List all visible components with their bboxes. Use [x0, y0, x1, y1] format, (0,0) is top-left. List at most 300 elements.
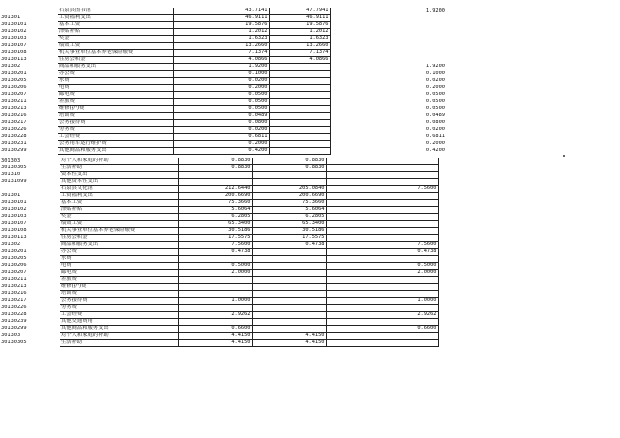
- cell-total: 0.4738: [178, 249, 252, 256]
- cell-total: 5.6064: [178, 207, 252, 214]
- table-row: [0, 71, 446, 78]
- cell-code: 301301: [1, 192, 21, 199]
- cell-basic: 1.6323: [269, 36, 330, 43]
- cell-basic: [269, 134, 330, 141]
- cell-name: 培训费: [60, 291, 178, 298]
- cell-code: 30131099: [1, 178, 27, 185]
- cell-code: 30130305: [1, 164, 27, 171]
- table-row: [0, 263, 498, 270]
- cell-total: 0.8830: [178, 158, 252, 165]
- cell-basic: 19.5876: [269, 22, 330, 29]
- cell-project: [326, 165, 438, 172]
- cell-basic: [252, 172, 326, 179]
- cell-code: 30130101: [1, 199, 27, 206]
- cell-name: 住房公积金: [58, 57, 173, 64]
- cell-name: 工会经费: [58, 134, 173, 141]
- table-row: [0, 235, 498, 242]
- cell-name: 对个人和家庭的补助: [60, 158, 178, 165]
- cell-basic: 5.6064: [252, 207, 326, 214]
- cell-extra: [438, 249, 498, 256]
- cell-basic: [252, 305, 326, 312]
- cell-extra: [438, 193, 498, 200]
- cell-code: 30130102: [1, 206, 27, 213]
- cell-code: 30130207: [1, 91, 27, 98]
- cell-total: 4.4150: [178, 340, 252, 347]
- cell-project: [330, 36, 446, 43]
- cell-basic: [269, 106, 330, 113]
- cell-name: 机关事业单位基本养老保险缴费: [60, 228, 178, 235]
- table-row: [0, 165, 498, 172]
- cell-code: 30130113: [1, 234, 27, 241]
- table-row: [0, 193, 498, 200]
- table-row: [0, 284, 498, 291]
- cell-project: [330, 57, 446, 64]
- cell-basic: 13.2660: [269, 43, 330, 50]
- cell-total: 1.6323: [173, 36, 269, 43]
- cell-project: 1.9200: [425, 63, 445, 70]
- cell-code: 30130102: [1, 28, 27, 35]
- cell-project: [330, 50, 446, 57]
- cell-code: 30130107: [1, 220, 27, 227]
- cell-total: 1.0000: [178, 298, 252, 305]
- table-row: [0, 99, 446, 106]
- cell-total: 0.2000: [173, 141, 269, 148]
- cell-code: 30130213: [1, 105, 27, 112]
- cell-extra: [438, 172, 498, 179]
- cell-project: 0.0200: [425, 77, 445, 84]
- cell-extra: [438, 277, 498, 284]
- cell-name: 水费: [58, 78, 173, 85]
- cell-extra: [438, 228, 498, 235]
- cell-total: 2.0000: [178, 270, 252, 277]
- table-row: [0, 326, 498, 333]
- cell-basic: [269, 120, 330, 127]
- cell-code: 30130217: [1, 297, 27, 304]
- cell-total: 6.2805: [178, 214, 252, 221]
- cell-project: [326, 340, 438, 347]
- cell-project: [326, 207, 438, 214]
- cell-basic: 200.6690: [252, 193, 326, 200]
- cell-total: 0.5000: [178, 263, 252, 270]
- cell-total: 0.1000: [173, 71, 269, 78]
- cell-total: 0.4200: [173, 148, 269, 155]
- cell-total: 4.4150: [178, 333, 252, 340]
- cell-extra: [438, 200, 498, 207]
- cell-project: 0.2000: [425, 140, 445, 147]
- cell-code: 301302: [1, 241, 21, 248]
- cell-name: 电费: [58, 85, 173, 92]
- cell-basic: 7.1374: [269, 50, 330, 57]
- cell-total: [178, 319, 252, 326]
- cell-basic: [252, 277, 326, 284]
- table-row: [0, 134, 446, 141]
- cell-code: 30130216: [1, 112, 27, 119]
- table-row: [0, 228, 498, 235]
- cell-basic: [269, 71, 330, 78]
- cell-name: 电费: [60, 263, 178, 270]
- cell-basic: [269, 78, 330, 85]
- table-row: [0, 291, 498, 298]
- cell-total: 7.5600: [178, 242, 252, 249]
- cell-basic: 47.7941: [269, 8, 330, 15]
- cell-basic: [252, 291, 326, 298]
- table-row: [0, 207, 498, 214]
- cell-total: 13.2660: [173, 43, 269, 50]
- cell-code: 30130231: [1, 140, 27, 147]
- cell-name: 机关事业单位基本养老保险缴费: [58, 50, 173, 57]
- cell-basic: 0.8830: [252, 165, 326, 172]
- cell-name: 石泉县图书馆: [58, 8, 173, 15]
- table-row: [0, 78, 446, 85]
- table-row: [0, 148, 446, 155]
- table-row: [0, 270, 498, 277]
- cell-name: 资本性支出: [60, 172, 178, 179]
- cell-project: [326, 291, 438, 298]
- cell-basic: [269, 85, 330, 92]
- cell-project: 0.0800: [425, 119, 445, 126]
- cell-project: [330, 29, 446, 36]
- cell-extra: [438, 263, 498, 270]
- cell-project: 7.5600: [326, 186, 438, 193]
- table-row: [0, 179, 498, 186]
- cell-name: 生活补助: [60, 165, 178, 172]
- cell-total: 0.0500: [173, 99, 269, 106]
- cell-extra: [438, 214, 498, 221]
- table-row: [0, 340, 498, 347]
- table-row: [0, 256, 498, 263]
- cell-basic: 4.0866: [269, 57, 330, 64]
- table-row: [0, 22, 446, 29]
- cell-project: [326, 214, 438, 221]
- cell-basic: 205.0840: [252, 186, 326, 193]
- cell-name: 其他交通费用: [60, 319, 178, 326]
- cell-code: 30130108: [1, 49, 27, 56]
- cell-project: 0.2000: [425, 84, 445, 91]
- table-row: [0, 106, 446, 113]
- cell-project: 2.0000: [326, 270, 438, 277]
- cell-name: 商品和服务支出: [60, 242, 178, 249]
- cell-project: 0.0200: [425, 126, 445, 133]
- cell-code: 30130206: [1, 262, 27, 269]
- cell-code: 30130205: [1, 255, 27, 262]
- cell-total: 200.6690: [178, 193, 252, 200]
- cell-code: 30130211: [1, 276, 27, 283]
- cell-project: [326, 256, 438, 263]
- cell-code: 30130228: [1, 311, 27, 318]
- table-row: [0, 186, 498, 193]
- cell-extra: [438, 284, 498, 291]
- cell-name: 绩效工资: [58, 43, 173, 50]
- table-row: [0, 200, 498, 207]
- cell-basic: [269, 127, 330, 134]
- cell-extra: [438, 270, 498, 277]
- cell-project: [326, 284, 438, 291]
- cell-basic: [252, 256, 326, 263]
- cell-code: 30130213: [1, 283, 27, 290]
- table-row: [0, 64, 446, 71]
- cell-code: 301301: [1, 14, 21, 21]
- cell-name: 绩效工资: [60, 221, 178, 228]
- cell-project: 0.5000: [326, 263, 438, 270]
- cell-project: [326, 319, 438, 326]
- cell-name: 邮电费: [60, 270, 178, 277]
- cell-total: 30.5186: [178, 228, 252, 235]
- cell-basic: [252, 326, 326, 333]
- cell-total: 2.9262: [178, 312, 252, 319]
- cell-extra: [438, 235, 498, 242]
- cell-project: 0.0500: [425, 98, 445, 105]
- cell-code: 30130216: [1, 290, 27, 297]
- cell-code: 30130299: [1, 147, 27, 154]
- cell-name: 基本工资: [58, 22, 173, 29]
- cell-code: 30130226: [1, 304, 27, 311]
- cell-total: 0.0200: [173, 127, 269, 134]
- cell-basic: 4.4150: [252, 333, 326, 340]
- cell-basic: [252, 319, 326, 326]
- cell-extra: [438, 291, 498, 298]
- cell-basic: [252, 298, 326, 305]
- cell-total: 0.2000: [173, 85, 269, 92]
- cell-basic: [252, 270, 326, 277]
- cell-name: 工会经费: [60, 312, 178, 319]
- cell-extra: [438, 179, 498, 186]
- table-row: [0, 242, 498, 249]
- cell-total: [178, 179, 252, 186]
- cell-name: 维修(护)费: [60, 284, 178, 291]
- cell-basic: 30.5186: [252, 228, 326, 235]
- cell-project: 0.0489: [425, 112, 445, 119]
- cell-extra: [438, 165, 498, 172]
- cell-name: 差旅费: [60, 277, 178, 284]
- cell-project: [326, 172, 438, 179]
- cell-basic: [269, 99, 330, 106]
- table-row: [0, 92, 446, 99]
- cell-total: 19.5876: [173, 22, 269, 29]
- cell-extra: [438, 340, 498, 347]
- cell-name: 工资福利支出: [60, 193, 178, 200]
- table-row: [0, 113, 446, 120]
- cell-project: 0.1000: [425, 70, 445, 77]
- cell-name: 其他商品和服务支出: [60, 326, 178, 333]
- cell-name: 差旅费: [58, 99, 173, 106]
- cell-total: 0.0200: [173, 78, 269, 85]
- cell-total: [178, 284, 252, 291]
- cell-basic: [252, 312, 326, 319]
- table-row: [0, 29, 446, 36]
- dot-mark: [563, 155, 565, 157]
- cell-total: 0.0500: [173, 106, 269, 113]
- cell-code: 30130113: [1, 56, 27, 63]
- cell-total: 17.5575: [178, 235, 252, 242]
- cell-extra: [438, 326, 498, 333]
- cell-name: 津贴补贴: [60, 207, 178, 214]
- table-row: [0, 36, 446, 43]
- cell-code: 30130228: [1, 133, 27, 140]
- table-row: [0, 15, 446, 22]
- cell-code: 30130108: [1, 227, 27, 234]
- cell-basic: [269, 148, 330, 155]
- cell-name: 其他商品和服务支出: [58, 148, 173, 155]
- table-row: [0, 172, 498, 179]
- cell-code: 30130211: [1, 98, 27, 105]
- cell-code: 301303: [1, 158, 21, 164]
- cell-name: 奖金: [60, 214, 178, 221]
- cell-project: [326, 228, 438, 235]
- cell-project: [330, 22, 446, 29]
- cell-code: 301303: [1, 332, 21, 339]
- cell-basic: 46.9111: [269, 15, 330, 22]
- cell-project: 1.0000: [326, 298, 438, 305]
- table-row: [0, 298, 498, 305]
- cell-total: 0.6811: [173, 134, 269, 141]
- cell-project: 0.0500: [425, 105, 445, 112]
- table-row: [0, 249, 498, 256]
- table-row: [0, 305, 498, 312]
- cell-project: [326, 305, 438, 312]
- table-row: [0, 319, 498, 326]
- cell-basic: 1.2012: [269, 29, 330, 36]
- cell-total: 46.9111: [173, 15, 269, 22]
- table-row: [0, 57, 446, 64]
- cell-total: 7.1374: [173, 50, 269, 57]
- cell-code: 30130101: [1, 21, 27, 28]
- cell-code: 30130205: [1, 77, 27, 84]
- table-row: [0, 43, 446, 50]
- cell-name: 培训费: [58, 113, 173, 120]
- cell-project: 0.4738: [326, 249, 438, 256]
- cell-project: [326, 235, 438, 242]
- cell-extra: [438, 305, 498, 312]
- cell-code: 30130107: [1, 42, 27, 49]
- cell-project: [330, 15, 446, 22]
- cell-code: 30130206: [1, 84, 27, 91]
- table-row: [0, 312, 498, 319]
- cell-total: 0.0800: [173, 120, 269, 127]
- cell-code: 30130201: [1, 248, 27, 255]
- cell-extra: [438, 186, 498, 193]
- cell-basic: [269, 141, 330, 148]
- cell-code: 30130207: [1, 269, 27, 276]
- cell-total: 0.0500: [173, 92, 269, 99]
- cell-name: 劳务费: [58, 127, 173, 134]
- cell-project: 2.9262: [326, 312, 438, 319]
- cell-project: 0.4200: [425, 147, 445, 154]
- cell-name: 石泉县文化馆: [60, 186, 178, 193]
- cell-basic: [252, 284, 326, 291]
- table-row: [0, 85, 446, 92]
- cell-name: 生活补助: [60, 340, 178, 347]
- cell-code: 30130299: [1, 325, 27, 332]
- cell-name: 商品和服务支出: [58, 64, 173, 71]
- budget-table-bottom: [0, 158, 498, 347]
- cell-name: 工资福利支出: [58, 15, 173, 22]
- cell-basic: [269, 92, 330, 99]
- cell-extra: [438, 221, 498, 228]
- cell-total: 1.9200: [173, 64, 269, 71]
- table-row: [0, 50, 446, 57]
- cell-name: 其他资本性支出: [60, 179, 178, 186]
- cell-extra: [438, 312, 498, 319]
- cell-extra: [438, 242, 498, 249]
- cell-name: 公务用车运行维护费: [58, 141, 173, 148]
- cell-total: 0.0489: [173, 113, 269, 120]
- cell-total: 43.7141: [173, 8, 269, 15]
- cell-code: 30130103: [1, 213, 27, 220]
- cell-code: 30130201: [1, 70, 27, 77]
- cell-basic: [252, 249, 326, 256]
- cell-total: 0.6600: [178, 326, 252, 333]
- cell-basic: [269, 64, 330, 71]
- cell-name: 对个人和家庭的补助: [60, 333, 178, 340]
- cell-total: 212.6440: [178, 186, 252, 193]
- cell-total: 0.8830: [178, 165, 252, 172]
- cell-basic: 6.2805: [252, 214, 326, 221]
- cell-name: 办公费: [60, 249, 178, 256]
- cell-name: 水费: [60, 256, 178, 263]
- cell-project: [326, 193, 438, 200]
- cell-project: [326, 179, 438, 186]
- cell-extra: [438, 333, 498, 340]
- cell-total: 75.3660: [178, 200, 252, 207]
- cell-basic: 0.4738: [252, 242, 326, 249]
- cell-total: 1.2012: [173, 29, 269, 36]
- cell-total: [178, 277, 252, 284]
- cell-extra: [438, 207, 498, 214]
- cell-project: 0.0500: [425, 91, 445, 98]
- table-row: [0, 141, 446, 148]
- cell-name: 基本工资: [60, 200, 178, 207]
- cell-total: 4.0866: [173, 57, 269, 64]
- cell-basic: 65.3400: [252, 221, 326, 228]
- cell-basic: 4.4150: [252, 340, 326, 347]
- cell-extra: [438, 298, 498, 305]
- cell-extra: [438, 256, 498, 263]
- cell-project: 1.9200: [425, 8, 445, 14]
- cell-project: [326, 200, 438, 207]
- cell-project: 7.5600: [326, 242, 438, 249]
- cell-name: 邮电费: [58, 92, 173, 99]
- cell-total: 65.3400: [178, 221, 252, 228]
- cell-project: [326, 221, 438, 228]
- cell-basic: 17.5575: [252, 235, 326, 242]
- cell-name: 公务接待费: [60, 298, 178, 305]
- cell-basic: [252, 263, 326, 270]
- cell-basic: [252, 179, 326, 186]
- cell-name: 公务接待费: [58, 120, 173, 127]
- cell-project: 0.6811: [425, 133, 445, 140]
- cell-code: 30130239: [1, 318, 27, 325]
- cell-project: [330, 43, 446, 50]
- cell-name: 劳务费: [60, 305, 178, 312]
- table-row: [0, 214, 498, 221]
- cell-total: [178, 291, 252, 298]
- cell-name: 津贴补贴: [58, 29, 173, 36]
- cell-code: 30130217: [1, 119, 27, 126]
- cell-code: 301310: [1, 171, 21, 178]
- cell-code: 30130305: [1, 339, 27, 346]
- cell-total: [178, 305, 252, 312]
- table-row: [0, 277, 498, 284]
- table-row: [0, 333, 498, 340]
- cell-extra: [438, 319, 498, 326]
- cell-code: [0, 186, 60, 193]
- cell-project: [326, 277, 438, 284]
- cell-name: 维修(护)费: [58, 106, 173, 113]
- budget-table-top: [0, 8, 446, 155]
- cell-code: 301302: [1, 63, 21, 70]
- cell-name: 办公费: [58, 71, 173, 78]
- cell-basic: [269, 113, 330, 120]
